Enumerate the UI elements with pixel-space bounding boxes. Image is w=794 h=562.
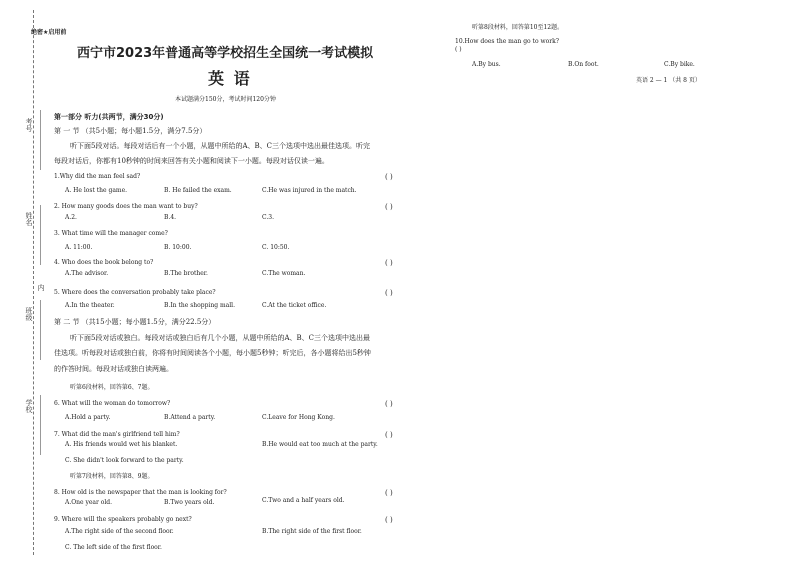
option-c: C.The woman. [262,270,306,277]
answer-blank: ( ) [385,203,393,211]
option-a: A.Hold a party. [65,414,111,421]
option-c: C. The left side of the first floor. [65,544,162,551]
question-3: 3. What time will the manager come? [54,230,168,237]
option-b: B.The right side of the first floor. [262,528,362,535]
section2-heading: 第 二 节 （共15小题；每小题1.5分，满分22.5分） [54,318,216,326]
fill-line [40,395,41,455]
option-c: C.He was injured in the match. [262,187,357,194]
question-1: 1.Why did the man feel sad? [54,173,141,180]
section1-heading: 第 一 节 （共5小题；每小题1.5分，满分7.5分） [54,127,207,135]
option-a: A. His friends would wet his blanket. [65,441,178,448]
question-4: 4. Who does the book belong to? [54,259,154,266]
answer-blank: ( ) [385,516,393,524]
question-7: 7. What did the man's girlfriend tell him? [54,431,180,438]
option-b: B.The brother. [164,270,208,277]
option-b: B.4. [164,214,177,221]
option-a: A.The right side of the second floor. [65,528,174,535]
fill-line [40,300,41,360]
sidebar-class: 班级 [25,307,33,321]
fill-line [40,110,41,170]
answer-blank: ( ) [385,289,393,297]
option-c: C.At the ticket office. [262,302,327,309]
binding-line [33,10,34,555]
section2-intro: 的作答时间。每段对话或独白读两遍。 [54,365,173,373]
listen-instruction: 听第7段材料，回答第8、9题。 [70,473,154,480]
option-a: A.One year old. [65,499,113,506]
answer-blank: ( ) [455,46,462,53]
option-c: C. She didn't look forward to the party. [65,457,184,464]
listen-instruction: 听第8段材料，回答第10至12题。 [472,24,564,31]
option-b: B.Two years old. [164,499,215,506]
sidebar-exam-number: 考号 [25,118,33,132]
option-b: B.Attend a party. [164,414,216,421]
option-a: A.By bus. [472,61,501,68]
sidebar-inner-mark: 内 [37,284,45,291]
option-b: B.In the shopping mall. [164,302,235,309]
option-b: B. He failed the exam. [164,187,232,194]
option-a: A.In the theater. [65,302,115,309]
sidebar-name: 姓名 [25,212,33,226]
fill-line [40,205,41,265]
section2-intro: 听下面5段对话或独白。每段对话或独白后有几个小题，从题中所给的A、B、C三个选项中选出最 [70,334,371,342]
option-a: A.The advisor. [65,270,109,277]
page-number: 英语 2 — 1 （共 8 页） [636,77,701,84]
question-6: 6. What will the woman do tomorrow? [54,400,171,407]
option-b: B. 10:00. [164,244,192,251]
option-c: C.Two and a half years old. [262,497,345,504]
answer-blank: ( ) [385,431,393,439]
answer-blank: ( ) [385,259,393,267]
question-9: 9. Where will the speakers probably go next? [54,516,192,523]
option-a: A. 11:00. [65,244,93,251]
option-c: C.3. [262,214,275,221]
section1-intro: 每段对话后，你都有10秒钟的时间来回答有关小题和阅读下一小题。每段对话仅读一遍。 [54,157,329,165]
option-a: A.2. [65,214,77,221]
answer-blank: ( ) [385,173,393,181]
option-b: B.On foot. [568,61,599,68]
sidebar-school: 学校 [25,399,33,413]
secret-label: 绝密★启用前 [31,29,67,36]
question-10: 10.How does the man go to work? [455,38,559,45]
option-c: C.By bike. [664,61,695,68]
subject-title: 英 语 [208,69,252,88]
score-note: 本试题满分150分，考试时间120分钟 [175,96,276,103]
option-a: A. He lost the game. [65,187,128,194]
section1-intro: 听下面5段对话。每段对话后有一个小题，从题中所给的A、B、C三个选项中选出最佳选项。听完 [70,142,371,150]
question-8: 8. How old is the newspaper that the man is looking for? [54,489,227,496]
exam-title: 西宁市2023年普通高等学校招生全国统一考试模拟 [77,46,374,61]
answer-blank: ( ) [385,400,393,408]
question-2: 2. How many goods does the man want to buy? [54,203,198,210]
option-b: B.He would eat too much at the party. [262,441,378,448]
section2-intro: 佳选项。听每段对话或独白前，你将有时间阅读各个小题，每小题5秒钟；听完后，各小题将给出5秒钟 [54,349,371,357]
option-c: C.Leave for Hong Kong. [262,414,335,421]
option-c: C. 10:50. [262,244,290,251]
question-5: 5. Where does the conversation probably take place? [54,289,216,296]
answer-blank: ( ) [385,489,393,497]
listen-instruction: 听第6段材料，回答第6、7题。 [70,384,154,391]
part1-heading: 第一部分 听力(共两节，满分30分) [54,113,164,121]
